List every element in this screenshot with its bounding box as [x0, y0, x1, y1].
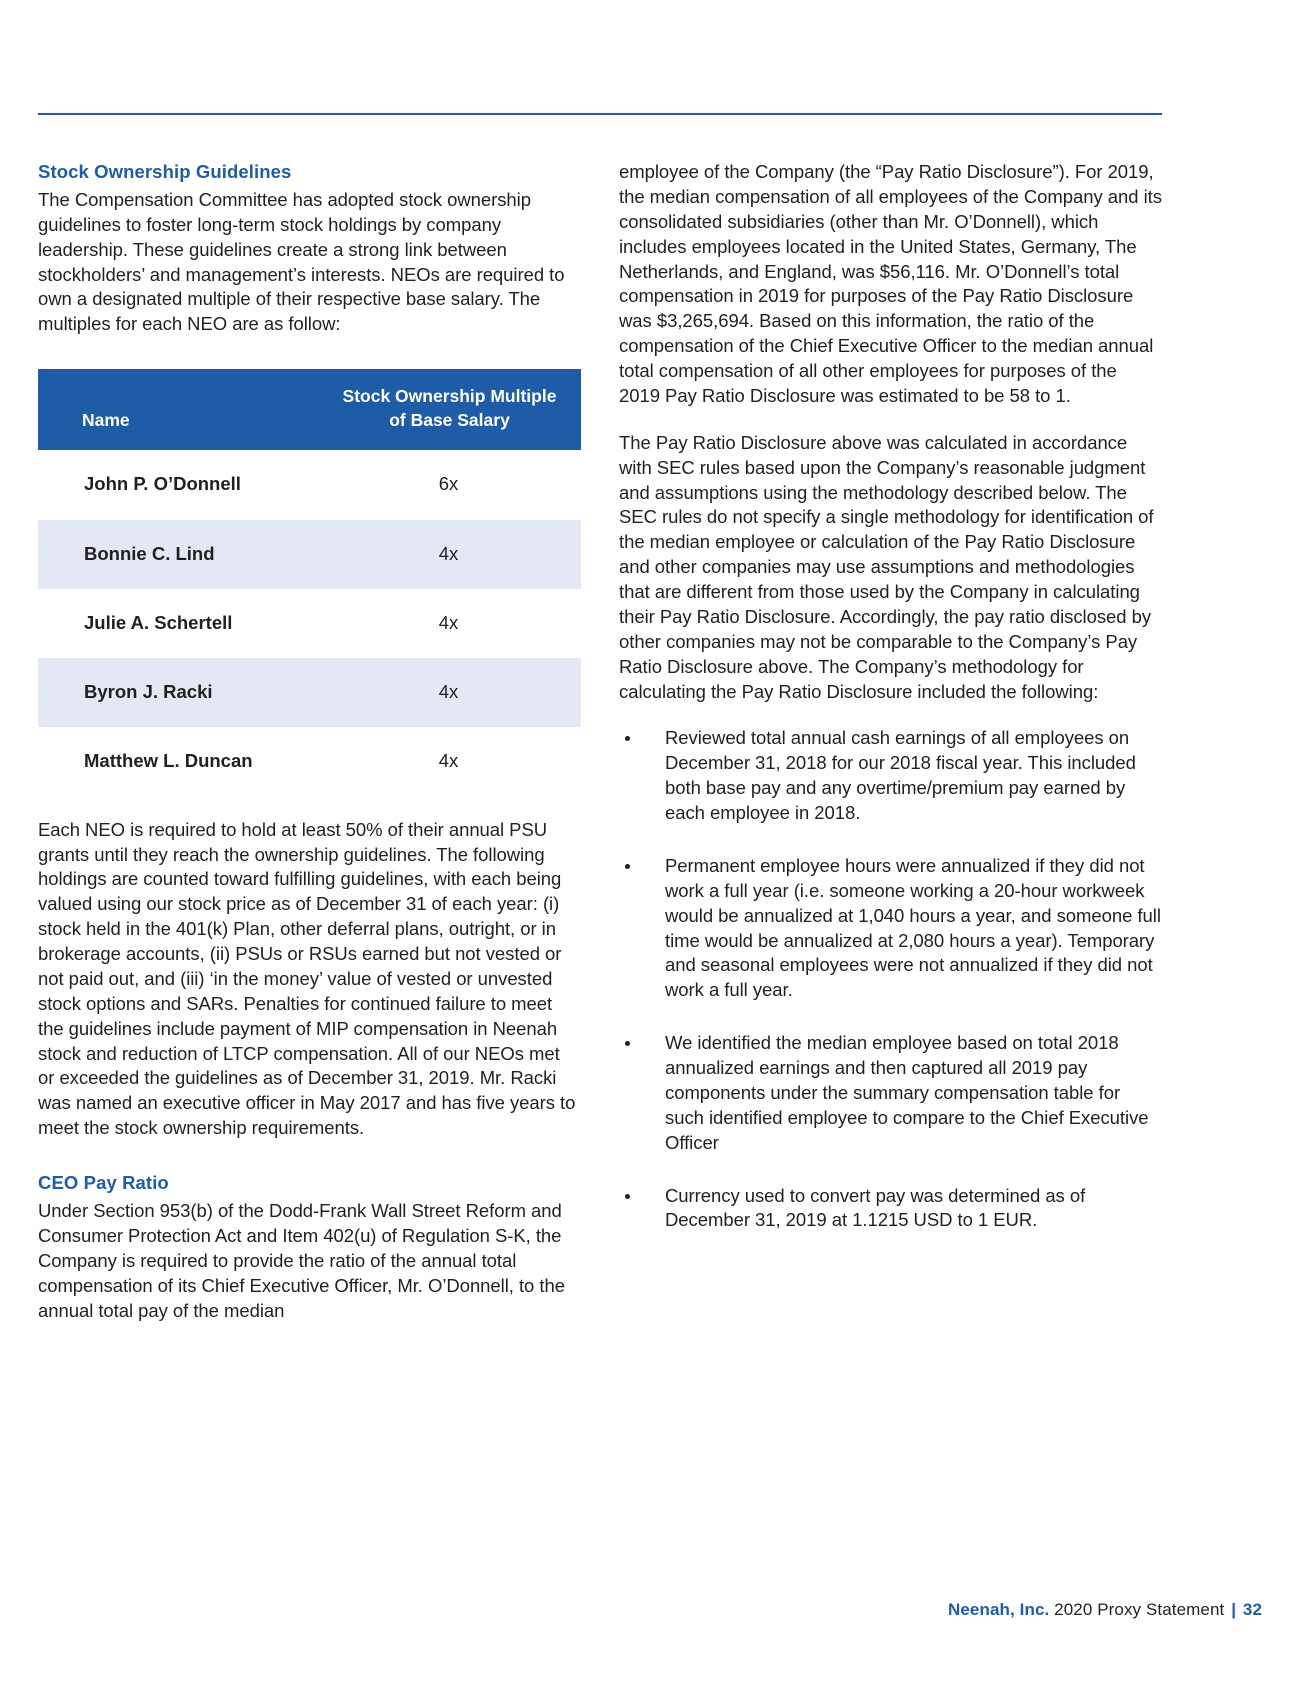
table-row [38, 727, 581, 796]
table-head [38, 369, 581, 450]
list-item-text: We identified the median employee based on total 2018 annualized earnings and then captured all 2019 pay components under the summary compensation table for such identified employee to compare to the Chief Executive Officer [665, 1032, 1149, 1153]
paragraph-pay-ratio-methodology: The Pay Ratio Disclosure above was calculated in accordance with SEC rules based upon the Company’s reasonable judgment and assumptions using the methodology described below. The SEC rules do not specify a single methodology for identification of the median employee or calculation of the Pay Ratio Disclosure and other companies may use assumptions and methodologies that are different from those used by the Company in calculating their Pay Ratio Disclosure. Accordingly, the pay ratio disclosed by other companies may not be comparable to the Company’s Pay Ratio Disclosure above. The Company’s methodology for calculating the Pay Ratio Disclosure included the following: [619, 431, 1154, 702]
footer-document-title: 2020 Proxy Statement [1054, 1600, 1225, 1619]
left-column [38, 160, 581, 1323]
bullet-dot-icon [625, 1041, 630, 1046]
bullet-dot-icon [625, 1194, 630, 1199]
list-item [619, 1031, 1162, 1155]
paragraph-pay-ratio-disclosure-values: employee of the Company (the “Pay Ratio Disclosure”). For 2019, the median compensation of all employees of the Company and its consolidated subsidiaries (other than Mr. O’Donnell), which includes employees located in the United States, Germany, The Netherlands, and England, was $56,116. Mr. O’Donnell’s total compensation in 2019 for purposes of the Pay Ratio Disclosure was $3,265,694. Based on this information, the ratio of the compensation of the Chief Executive Officer to the median annual total compensation of all other employees for purposes of the 2019 Pay Ratio Disclosure was estimated to be 58 to 1. [619, 161, 1162, 406]
bullet-dot-icon [625, 864, 630, 869]
list-item-text: Currency used to convert pay was determined as of December 31, 2019 at 1.1215 USD to 1 EUR. [665, 1184, 1086, 1231]
paragraph-stock-ownership-intro: The Compensation Committee has adopted stock ownership guidelines to foster long-term stock holdings by company leadership. These guidelines create a strong link between stockholders’ and management’s interests. NEOs are required to own a designated multiple of their respective base salary. The multiples for each NEO are as follow: [38, 188, 565, 335]
cell-name: Bonnie C. Lind [38, 520, 338, 589]
table-row [38, 450, 581, 519]
cell-multiple: 4x [338, 520, 581, 589]
list-item [619, 726, 1162, 826]
list-item [619, 1184, 1162, 1234]
list-item-text: Reviewed total annual cash earnings of all employees on December 31, 2018 for our 2018 fiscal year. This included both base pay and any overtime/premium pay earned by each employee in 2018. [665, 727, 1136, 823]
cell-name: Byron J. Racki [38, 658, 338, 727]
column-header-multiple-line2: of Base Salary [389, 409, 510, 430]
paragraph-neo-holding-requirements: Each NEO is required to hold at least 50% of their annual PSU grants until they reach the ownership guidelines. The following holdings are counted toward fulfilling guidelines, with each being valued using our stock price as of December 31 of each year: (i) stock held in the 401(k) Plan, other deferral plans, outright, or in brokerage accounts, (ii) PSUs or RSUs earned but not vested or not paid out, and (iii) ‘in the money’ value of vested or unvested stock options and SARs. Penalties for continued failure to meet the guidelines include payment of MIP compensation in Neenah stock and reduction of LTCP compensation. All of our NEOs met or exceeded the guidelines as of December 31, 2019. Mr. Racki was named an executive officer in May 2017 and has five years to meet the stock ownership requirements. [38, 818, 576, 1139]
methodology-bullet-list [619, 726, 1162, 1233]
heading-ceo-pay-ratio: CEO Pay Ratio [38, 1172, 169, 1194]
paragraph-ceo-pay-ratio-intro: Under Section 953(b) of the Dodd-Frank Wall Street Reform and Consumer Protection Act and Item 402(u) of Regulation S-K, the Company is required to provide the ratio of the annual total compensation of its Chief Executive Officer, Mr. O’Donnell, to the annual total pay of the median [38, 1200, 565, 1321]
table-row [38, 520, 581, 589]
list-item [619, 854, 1162, 1003]
header-rule [38, 113, 1162, 115]
column-header-multiple [338, 369, 581, 450]
page-footer [948, 1600, 1262, 1620]
cell-multiple: 4x [338, 727, 581, 796]
heading-stock-ownership-guidelines: Stock Ownership Guidelines [38, 161, 292, 182]
bullet-dot-icon [625, 736, 630, 741]
column-header-name: Name [38, 369, 338, 450]
cell-multiple: 4x [338, 658, 581, 727]
spacer [38, 796, 581, 818]
table-header-row [38, 369, 581, 450]
footer-brand: Neenah, Inc. [947, 1600, 1050, 1619]
table-body [38, 450, 581, 795]
cell-name: Julie A. Schertell [38, 589, 338, 658]
cell-multiple: 4x [338, 589, 581, 658]
footer-page-number: 32 [1242, 1600, 1262, 1619]
right-column [619, 160, 1162, 1323]
cell-name: John P. O’Donnell [38, 450, 338, 519]
list-item-text: Permanent employee hours were annualized if they did not work a full year (i.e. someone working a 20-hour workweek would be annualized at 1,040 hours a year, and someone full time would be annualized at 2,080 hours a year). Temporary and seasonal employees were not annualized if they did not work a full year. [665, 854, 1161, 1001]
cell-multiple: 6x [338, 450, 581, 519]
table-row [38, 589, 581, 658]
column-header-multiple-line1: Stock Ownership Multiple [342, 386, 557, 407]
cell-name: Matthew L. Duncan [38, 727, 338, 796]
footer-separator: | [1231, 1600, 1237, 1619]
table-row [38, 658, 581, 727]
two-column-body [38, 160, 1162, 1323]
stock-ownership-table [38, 369, 581, 795]
spacer [38, 1141, 581, 1171]
